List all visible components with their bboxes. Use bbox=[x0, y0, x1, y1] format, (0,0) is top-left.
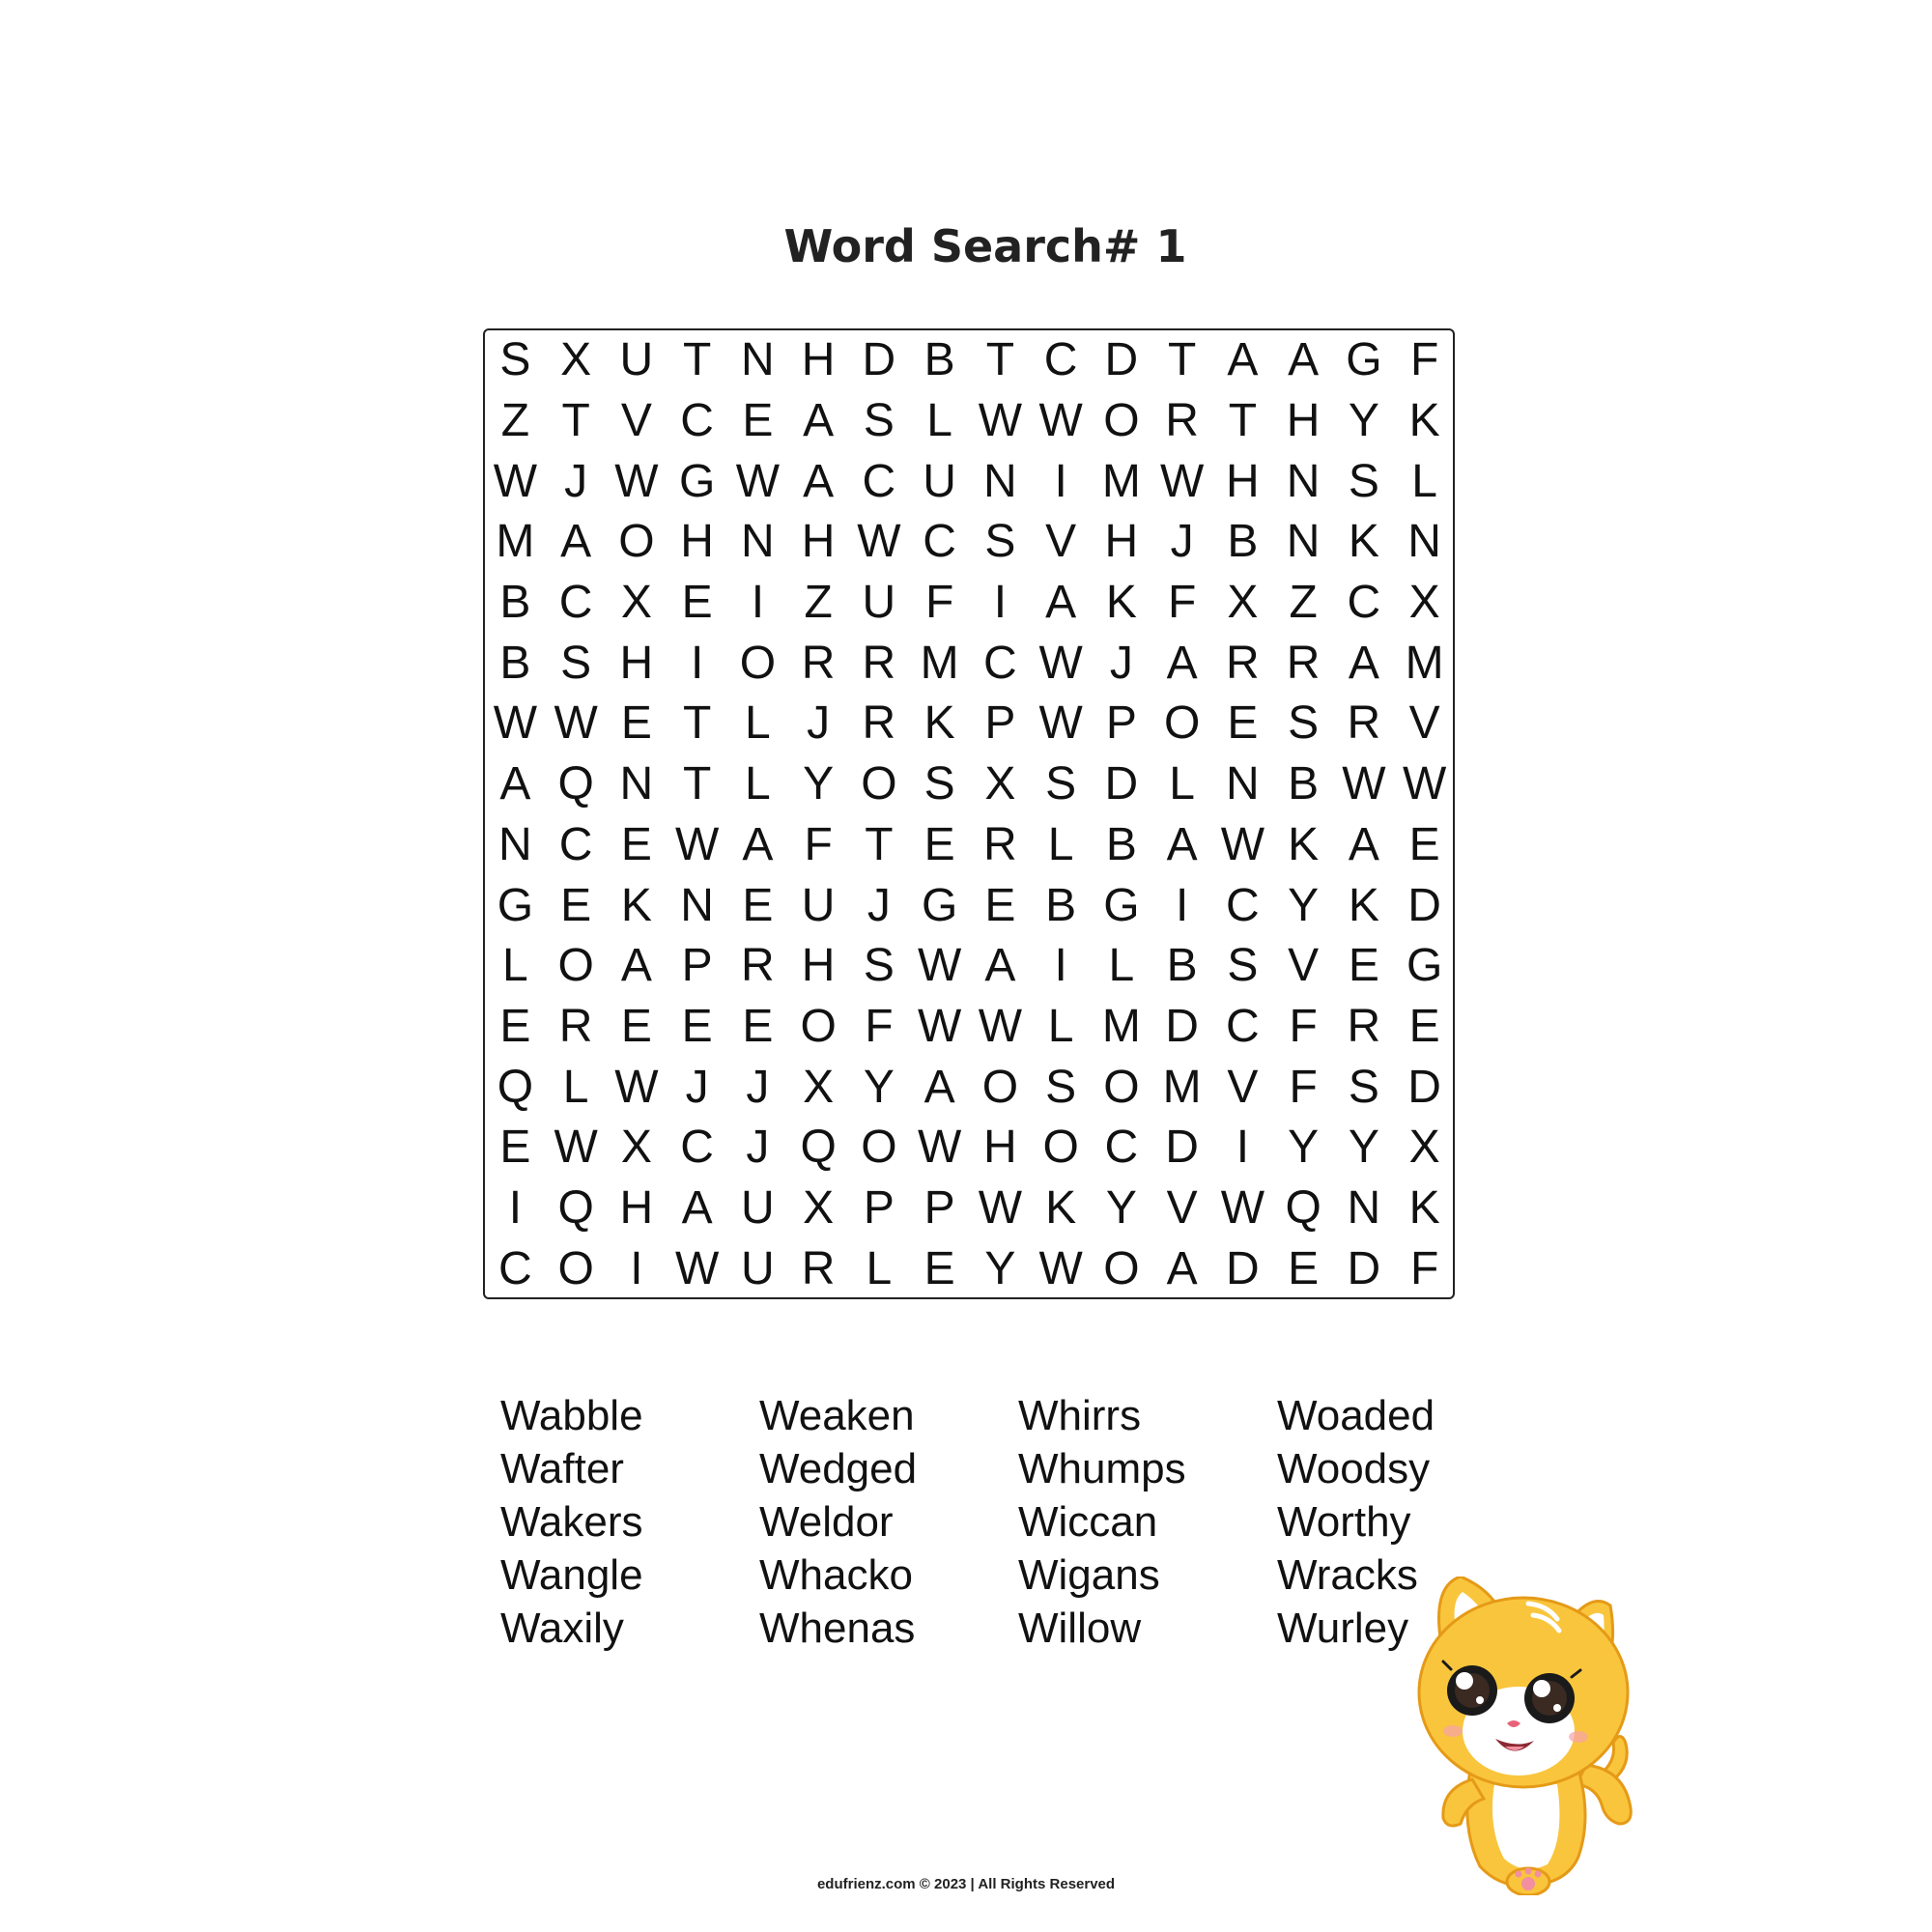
grid-letter: D bbox=[1407, 1061, 1441, 1113]
word-list-item: Wafter bbox=[500, 1445, 624, 1492]
page-title: Word Search# 1 bbox=[783, 220, 1187, 272]
grid-letter: W bbox=[1038, 637, 1083, 689]
grid-letter: C bbox=[680, 1122, 714, 1174]
grid-letter: B bbox=[1045, 879, 1077, 931]
grid-letter: W bbox=[1038, 395, 1083, 447]
grid-letter: C bbox=[1043, 334, 1078, 386]
grid-letter: D bbox=[1104, 334, 1139, 386]
grid-letter: W bbox=[1342, 758, 1386, 810]
grid-letter: X bbox=[803, 1061, 835, 1113]
grid-letter: I bbox=[690, 637, 704, 689]
grid-letter: J bbox=[746, 1061, 770, 1113]
grid-letter: O bbox=[557, 1242, 594, 1294]
grid-letter: I bbox=[751, 577, 765, 629]
grid-letter: F bbox=[1409, 334, 1439, 386]
grid-letter: W bbox=[554, 697, 598, 750]
grid-letter: F bbox=[804, 818, 833, 870]
grid-letter: A bbox=[984, 940, 1016, 992]
word-list-item: Wigans bbox=[1018, 1551, 1160, 1599]
grid-letter: B bbox=[1166, 940, 1198, 992]
grid-letter: A bbox=[560, 516, 592, 568]
grid-letter: D bbox=[1104, 758, 1139, 810]
grid-letter: U bbox=[741, 1242, 775, 1294]
grid-letter: L bbox=[926, 395, 952, 447]
grid-letter: O bbox=[861, 1122, 897, 1174]
grid-letter: F bbox=[865, 1000, 894, 1052]
grid-letter: O bbox=[739, 637, 777, 689]
grid-letter: W bbox=[917, 1122, 962, 1174]
grid-letter: T bbox=[561, 395, 590, 447]
grid-letter: C bbox=[558, 577, 593, 629]
grid-letter: A bbox=[923, 1061, 955, 1113]
grid-letter: K bbox=[1288, 818, 1320, 870]
grid-letter: S bbox=[984, 516, 1016, 568]
grid-letter: E bbox=[742, 395, 774, 447]
grid-letter: N bbox=[1286, 455, 1321, 507]
grid-letter: M bbox=[920, 637, 959, 689]
grid-letter: W bbox=[1220, 1181, 1265, 1234]
grid-letter: H bbox=[1286, 395, 1321, 447]
grid-letter: X bbox=[984, 758, 1016, 810]
grid-letter: A bbox=[1166, 637, 1198, 689]
grid-letter: U bbox=[741, 1181, 775, 1234]
grid-letter: E bbox=[742, 879, 774, 931]
grid-letter: T bbox=[865, 818, 894, 870]
grid-letter: C bbox=[498, 1242, 532, 1294]
grid-letter: A bbox=[1227, 334, 1259, 386]
grid-letter: U bbox=[801, 879, 836, 931]
grid-letter: Z bbox=[804, 577, 833, 629]
grid-letter: T bbox=[682, 758, 712, 810]
grid-letter: S bbox=[1227, 940, 1259, 992]
grid-letter: S bbox=[1348, 455, 1379, 507]
grid-letter: G bbox=[1406, 940, 1443, 992]
grid-letter: W bbox=[857, 516, 901, 568]
grid-letter: W bbox=[493, 455, 538, 507]
grid-letter: D bbox=[1226, 1242, 1260, 1294]
grid-letter: E bbox=[1408, 1000, 1440, 1052]
grid-letter: L bbox=[745, 758, 771, 810]
grid-letter: Y bbox=[984, 1242, 1016, 1294]
word-list-item: Wangle bbox=[500, 1551, 643, 1599]
grid-letter: H bbox=[983, 1122, 1017, 1174]
grid-letter: S bbox=[923, 758, 955, 810]
grid-letter: X bbox=[1408, 577, 1440, 629]
word-list-item: Willow bbox=[1018, 1605, 1142, 1652]
grid-letter: L bbox=[745, 697, 771, 750]
grid-letter: W bbox=[1220, 818, 1265, 870]
grid-letter: K bbox=[1348, 879, 1379, 931]
word-list-item: Worthy bbox=[1277, 1498, 1411, 1546]
grid-letter: D bbox=[862, 334, 896, 386]
grid-letter: L bbox=[1108, 940, 1135, 992]
grid-letter: A bbox=[499, 758, 531, 810]
grid-letter: O bbox=[1042, 1122, 1079, 1174]
grid-letter: L bbox=[1047, 818, 1074, 870]
grid-letter: K bbox=[1348, 516, 1379, 568]
word-list-item: Wiccan bbox=[1018, 1498, 1158, 1546]
grid-letter: A bbox=[742, 818, 774, 870]
grid-letter: M bbox=[1162, 1061, 1202, 1113]
word-list-item: Wakers bbox=[500, 1498, 643, 1546]
grid-letter: Y bbox=[863, 1061, 895, 1113]
grid-letter: N bbox=[619, 758, 654, 810]
grid-letter: E bbox=[923, 1242, 955, 1294]
grid-letter: P bbox=[923, 1181, 955, 1234]
grid-letter: A bbox=[620, 940, 652, 992]
grid-letter: Y bbox=[1288, 879, 1320, 931]
grid-letter: A bbox=[681, 1181, 713, 1234]
word-list-item: Woodsy bbox=[1277, 1445, 1431, 1492]
grid-letter: V bbox=[1408, 697, 1440, 750]
grid-letter: V bbox=[620, 395, 652, 447]
grid-letter: E bbox=[1227, 697, 1259, 750]
grid-letter: T bbox=[1228, 395, 1258, 447]
grid-letter: E bbox=[742, 1000, 774, 1052]
grid-letter: M bbox=[1101, 455, 1141, 507]
grid-letter: C bbox=[1104, 1122, 1139, 1174]
grid-letter: S bbox=[863, 395, 895, 447]
grid-letter: F bbox=[1289, 1061, 1318, 1113]
grid-letter: C bbox=[1226, 879, 1260, 931]
grid-letter: W bbox=[917, 1000, 962, 1052]
grid-letter: C bbox=[558, 818, 593, 870]
grid-letter: Z bbox=[1289, 577, 1318, 629]
word-list-item: Whumps bbox=[1018, 1445, 1186, 1492]
grid-letter: I bbox=[993, 577, 1008, 629]
grid-letter: X bbox=[1227, 577, 1259, 629]
grid-letter: Q bbox=[800, 1122, 837, 1174]
grid-letter: K bbox=[1105, 577, 1137, 629]
grid-letter: K bbox=[923, 697, 955, 750]
grid-letter: W bbox=[614, 1061, 659, 1113]
grid-letter: K bbox=[620, 879, 652, 931]
grid-letter: P bbox=[681, 940, 713, 992]
grid-letter: I bbox=[630, 1242, 643, 1294]
word-list-item: Wabble bbox=[500, 1392, 643, 1439]
grid-letter: O bbox=[557, 940, 594, 992]
grid-letter: V bbox=[1166, 1181, 1198, 1234]
grid-letter: B bbox=[1105, 818, 1137, 870]
grid-letter: W bbox=[978, 395, 1023, 447]
grid-letter: R bbox=[558, 1000, 593, 1052]
grid-letter: B bbox=[1288, 758, 1320, 810]
grid-letter: H bbox=[801, 940, 836, 992]
grid-letter: F bbox=[1167, 577, 1197, 629]
grid-letter: O bbox=[1103, 1242, 1140, 1294]
grid-letter: E bbox=[499, 1122, 531, 1174]
grid-letter: W bbox=[917, 940, 962, 992]
word-list-item: Wedged bbox=[759, 1445, 918, 1492]
word-list-item: Wracks bbox=[1277, 1551, 1418, 1599]
grid-letter: U bbox=[862, 577, 896, 629]
grid-letter: C bbox=[923, 516, 956, 568]
grid-letter: H bbox=[801, 334, 836, 386]
grid-letter: R bbox=[1165, 395, 1199, 447]
grid-letter: O bbox=[1103, 395, 1140, 447]
word-list-item: Waxily bbox=[500, 1605, 624, 1652]
grid-letter: G bbox=[497, 879, 534, 931]
grid-letter: C bbox=[862, 455, 896, 507]
grid-letter: E bbox=[984, 879, 1016, 931]
grid-letter: S bbox=[1288, 697, 1320, 750]
copyright-footer: edufrienz.com © 2023 | All Rights Reserved bbox=[816, 1876, 1116, 1892]
grid-letter: Q bbox=[557, 758, 594, 810]
grid-letter: W bbox=[1038, 697, 1083, 750]
grid-letter: P bbox=[984, 697, 1016, 750]
grid-letter: Q bbox=[557, 1181, 594, 1234]
grid-letter: K bbox=[1045, 1181, 1077, 1234]
grid-letter: O bbox=[1103, 1061, 1140, 1113]
grid-letter: V bbox=[1288, 940, 1320, 992]
grid-letter: C bbox=[983, 637, 1017, 689]
grid-letter: J bbox=[564, 455, 588, 507]
grid-letter: G bbox=[1103, 879, 1140, 931]
grid-letter: E bbox=[681, 577, 713, 629]
grid-letter: T bbox=[682, 697, 712, 750]
grid-letter: H bbox=[1226, 455, 1260, 507]
grid-letter: N bbox=[1286, 516, 1321, 568]
grid-letter: X bbox=[1408, 1122, 1440, 1174]
grid-letter: I bbox=[1054, 455, 1067, 507]
grid-letter: S bbox=[560, 637, 592, 689]
grid-letter: X bbox=[560, 334, 592, 386]
grid-letter: V bbox=[1045, 516, 1077, 568]
grid-letter: W bbox=[674, 1242, 720, 1294]
grid-letter: Y bbox=[803, 758, 835, 810]
grid-letter: A bbox=[803, 455, 835, 507]
word-list-item: Whenas bbox=[759, 1605, 916, 1652]
grid-letter: E bbox=[681, 1000, 713, 1052]
grid-letter: X bbox=[620, 1122, 652, 1174]
grid-letter: L bbox=[562, 1061, 589, 1113]
grid-letter: K bbox=[1408, 1181, 1440, 1234]
grid-letter: N bbox=[983, 455, 1017, 507]
grid-letter: R bbox=[1286, 637, 1321, 689]
grid-letter: A bbox=[1348, 637, 1379, 689]
grid-letter: D bbox=[1347, 1242, 1381, 1294]
grid-letter: K bbox=[1408, 395, 1440, 447]
grid-letter: O bbox=[1163, 697, 1201, 750]
grid-letter: W bbox=[554, 1122, 598, 1174]
grid-letter: H bbox=[680, 516, 714, 568]
grid-letter: B bbox=[1227, 516, 1259, 568]
grid-letter: B bbox=[923, 334, 955, 386]
grid-letter: Z bbox=[500, 395, 530, 447]
grid-letter: G bbox=[921, 879, 958, 931]
grid-letter: H bbox=[619, 637, 654, 689]
grid-letter: J bbox=[867, 879, 891, 931]
grid-letter: E bbox=[620, 818, 652, 870]
grid-letter: O bbox=[800, 1000, 837, 1052]
grid-letter: A bbox=[1288, 334, 1320, 386]
grid-letter: R bbox=[1226, 637, 1260, 689]
grid-letter: M bbox=[1101, 1000, 1141, 1052]
grid-letter: L bbox=[1047, 1000, 1074, 1052]
grid-letter: T bbox=[682, 334, 712, 386]
grid-letter: R bbox=[1347, 697, 1381, 750]
word-list-item: Wurley bbox=[1277, 1605, 1409, 1652]
grid-letter: E bbox=[560, 879, 592, 931]
grid-letter: W bbox=[1402, 758, 1447, 810]
word-list-item: Woaded bbox=[1277, 1392, 1435, 1439]
grid-letter: W bbox=[614, 455, 659, 507]
grid-letter: L bbox=[1169, 758, 1195, 810]
grid-letter: L bbox=[502, 940, 528, 992]
grid-letter: O bbox=[981, 1061, 1019, 1113]
grid-letter: N bbox=[741, 334, 775, 386]
grid-letter: C bbox=[1347, 577, 1381, 629]
grid-letter: F bbox=[1289, 1000, 1318, 1052]
grid-letter: W bbox=[978, 1000, 1023, 1052]
grid-letter: E bbox=[620, 697, 652, 750]
grid-letter: B bbox=[499, 637, 531, 689]
grid-letter: E bbox=[923, 818, 955, 870]
grid-letter: D bbox=[1165, 1122, 1199, 1174]
grid-letter: I bbox=[508, 1181, 523, 1234]
grid-letter: Q bbox=[1285, 1181, 1321, 1234]
grid-letter: O bbox=[618, 516, 655, 568]
grid-letter: R bbox=[983, 818, 1017, 870]
grid-letter: L bbox=[1411, 455, 1437, 507]
grid-letter: H bbox=[619, 1181, 654, 1234]
grid-letter: N bbox=[1407, 516, 1441, 568]
grid-letter: X bbox=[803, 1181, 835, 1234]
grid-letter: Q bbox=[497, 1061, 534, 1113]
grid-letter: R bbox=[862, 697, 896, 750]
grid-letter: R bbox=[801, 1242, 836, 1294]
grid-letter: A bbox=[803, 395, 835, 447]
grid-letter: S bbox=[863, 940, 895, 992]
grid-letter: F bbox=[924, 577, 954, 629]
grid-letter: G bbox=[678, 455, 716, 507]
grid-letter: J bbox=[685, 1061, 709, 1113]
grid-letter: A bbox=[1348, 818, 1379, 870]
grid-letter: N bbox=[498, 818, 532, 870]
grid-letter: E bbox=[1408, 818, 1440, 870]
grid-letter: Y bbox=[1348, 395, 1379, 447]
grid-letter: A bbox=[1166, 818, 1198, 870]
grid-letter: H bbox=[801, 516, 836, 568]
grid-letter: S bbox=[1045, 1061, 1077, 1113]
grid-letter: V bbox=[1227, 1061, 1259, 1113]
grid-letter: H bbox=[1104, 516, 1139, 568]
grid-letter: I bbox=[1175, 879, 1189, 931]
grid-letter: N bbox=[680, 879, 714, 931]
grid-letter: D bbox=[1165, 1000, 1199, 1052]
grid-letter: S bbox=[1045, 758, 1077, 810]
grid-letter: G bbox=[1346, 334, 1382, 386]
grid-letter: N bbox=[1226, 758, 1260, 810]
grid-letter: Y bbox=[1105, 1181, 1137, 1234]
grid-letter: E bbox=[620, 1000, 652, 1052]
grid-letter: U bbox=[619, 334, 654, 386]
grid-letter: R bbox=[1347, 1000, 1381, 1052]
grid-letter: X bbox=[620, 577, 652, 629]
word-list-item: Weldor bbox=[759, 1498, 894, 1546]
grid-letter: O bbox=[861, 758, 897, 810]
grid-letter: M bbox=[496, 516, 535, 568]
grid-letter: S bbox=[499, 334, 531, 386]
grid-letter: T bbox=[1167, 334, 1197, 386]
grid-letter: B bbox=[499, 577, 531, 629]
grid-letter: W bbox=[735, 455, 781, 507]
grid-letter: W bbox=[978, 1181, 1023, 1234]
grid-letter: U bbox=[923, 455, 956, 507]
grid-letter: N bbox=[1347, 1181, 1381, 1234]
grid-letter: R bbox=[862, 637, 896, 689]
grid-letter: W bbox=[493, 697, 538, 750]
grid-letter: J bbox=[807, 697, 831, 750]
grid-letter: A bbox=[1045, 577, 1077, 629]
grid-letter: C bbox=[680, 395, 714, 447]
grid-letter: J bbox=[1170, 516, 1194, 568]
word-list-item: Weaken bbox=[759, 1392, 915, 1439]
grid-letter: S bbox=[1348, 1061, 1379, 1113]
grid-letter: R bbox=[801, 637, 836, 689]
grid-letter: E bbox=[1288, 1242, 1320, 1294]
grid-letter: R bbox=[741, 940, 775, 992]
grid-letter: E bbox=[499, 1000, 531, 1052]
grid-letter: M bbox=[1405, 637, 1444, 689]
grid-letter: J bbox=[1109, 637, 1133, 689]
word-list-item: Whirrs bbox=[1018, 1392, 1142, 1439]
grid-letter: Y bbox=[1348, 1122, 1379, 1174]
grid-letter: D bbox=[1407, 879, 1441, 931]
grid-letter: F bbox=[1409, 1242, 1439, 1294]
grid-letter: W bbox=[674, 818, 720, 870]
grid-letter: A bbox=[1166, 1242, 1198, 1294]
grid-letter: T bbox=[985, 334, 1015, 386]
grid-letter: N bbox=[741, 516, 775, 568]
grid-letter: E bbox=[1348, 940, 1379, 992]
word-list-item: Whacko bbox=[759, 1551, 913, 1599]
word-search-grid bbox=[485, 330, 1455, 1299]
grid-letter: Y bbox=[1288, 1122, 1320, 1174]
grid-letter: C bbox=[1226, 1000, 1260, 1052]
grid-letter: L bbox=[866, 1242, 893, 1294]
cat-mascot-icon bbox=[1403, 1577, 1642, 1895]
grid-letter: P bbox=[1105, 697, 1137, 750]
grid-letter: P bbox=[863, 1181, 895, 1234]
grid-letter: J bbox=[746, 1122, 770, 1174]
grid-letter: I bbox=[1236, 1122, 1250, 1174]
grid-letter: W bbox=[1159, 455, 1205, 507]
grid-letter: I bbox=[1054, 940, 1067, 992]
grid-letter: W bbox=[1038, 1242, 1083, 1294]
